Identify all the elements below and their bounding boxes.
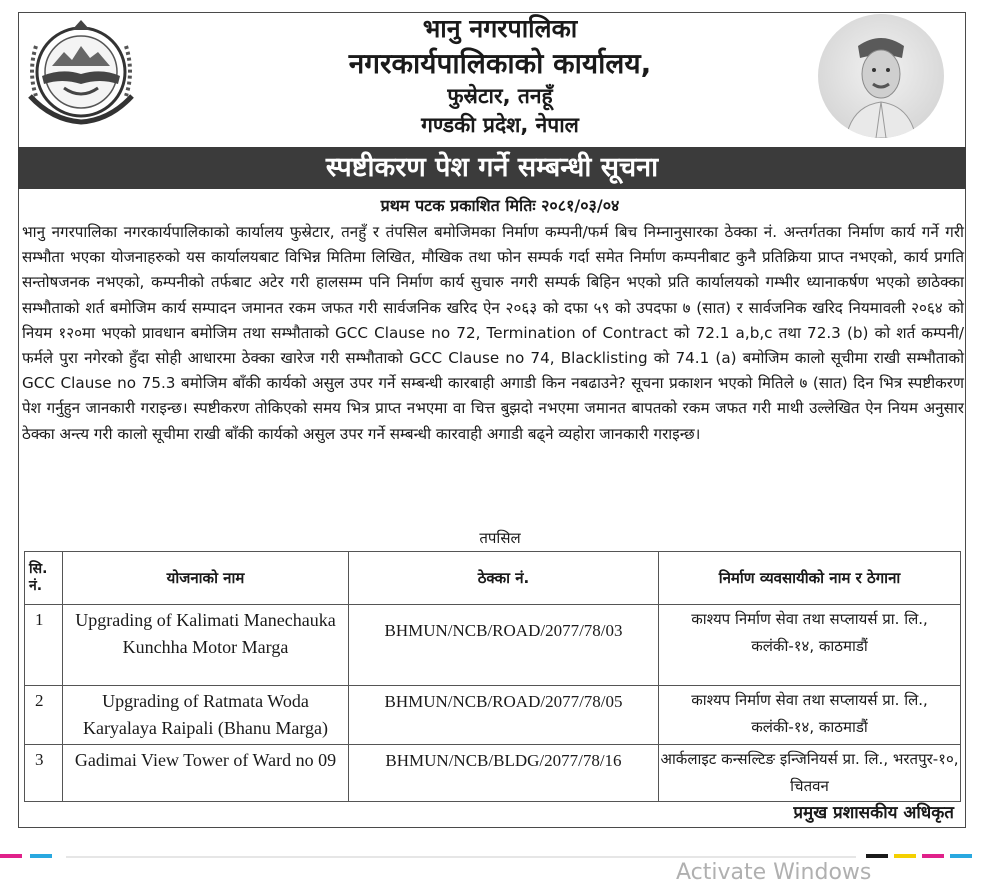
office-name: नगरकार्यपालिकाको कार्यालय, [348, 47, 652, 80]
print-marks-left [0, 854, 60, 858]
office-header [0, 12, 1000, 140]
contract-table [24, 551, 961, 802]
contractor-cell: काश्यप निर्माण सेवा तथा सप्लायर्स प्रा. लि., कलंकी-१४, काठमाडौं [659, 605, 961, 686]
office-province: गण्डकी प्रदेश, नेपाल [421, 113, 579, 137]
publication-date: प्रथम पटक प्रकाशित मितिः २०८१/०३/०४ [380, 196, 620, 215]
project-name-cell: Upgrading of Kalimati Manechauka Kunchha Motor Marga [63, 605, 349, 686]
municipality-name: भानु नगरपालिका [422, 14, 578, 43]
contract-no-cell: BHMUN/NCB/ROAD/2077/78/05 [349, 686, 659, 745]
column-header: सि. नं. [25, 552, 63, 605]
table-header-row [25, 552, 961, 605]
contractor-cell: आर्कलाइट कन्सल्टिङ इन्जिनियर्स प्रा. लि., भरतपुर-१०, चितवन [659, 745, 961, 802]
signatory-title: प्रमुख प्रशासकीय अधिकृत [793, 803, 954, 823]
serial-cell: 2 [25, 686, 63, 745]
serial-cell: 3 [25, 745, 63, 802]
schedule-heading: तपसिल [479, 529, 521, 547]
serial-cell: 1 [25, 605, 63, 686]
contract-no-cell: BHMUN/NCB/BLDG/2077/78/16 [349, 745, 659, 802]
column-header: निर्माण व्यवसायीको नाम र ठेगाना [659, 552, 961, 605]
column-header: ठेक्का नं. [349, 552, 659, 605]
project-name-cell: Upgrading of Ratmata Woda Karyalaya Raipali (Bhanu Marga) [63, 686, 349, 745]
print-marks-right [866, 854, 1000, 858]
notice-title-banner: स्पष्टीकरण पेश गर्ने सम्बन्धी सूचना [18, 147, 966, 189]
activate-windows-watermark: Activate Windows [676, 860, 872, 885]
contract-no-cell: BHMUN/NCB/ROAD/2077/78/03 [349, 605, 659, 686]
office-location: फुस्रेटार, तनहूँ [447, 84, 553, 108]
table-row [25, 745, 961, 802]
notice-body: भानु नगरपालिका नगरकार्यपालिकाको कार्यालय फुस्रेटार, तनहुँ र तंपसिल बमोजिमका निर्माण कम्पनी/फर्म बिच निम्नानुसारका ठेक्का नं. अन्तर्गतका निर्माण कार्य गर्ने गरी सम्भौता भएका योजनाहरुको यस कार्यालयबाट विभिन्न मितिमा लिखित, मौखिक तथा फोन सम्पर्क गर्दा समेत निर्माण कम्पनीबाट कुनै प्रतिक्रिया प्राप्त नभएको, कार्य प्रगति सन्तोषजनक नभएको, कम्पनीको तर्फबाट अटेर गरी हालसम्म पनि निर्माण कार्य सुचारु नगरी सम्पर्क बिहिन भएको प्रति कार्यालयको गम्भीर ध्यानाकर्षण भएको छाठेक्का सम्भौताको शर्त बमोजिम कार्य सम्पादन जमानत रकम जफत गरी सार्वजनिक खरिद ऐन २०६३ को दफा ५९ को उपदफा ७ (सात) र सार्वजनिक खरिद नियमावली २०६४ को नियम १२०मा भएको प्रावधान बमोजिम तथा सम्भौताको GCC Clause no 72, Termination of Contract को 72.1 a,b,c तथा 72.3 (b) को शर्त कम्पनी/फर्मले पुरा नगेरको हुँदा सोही आधारमा ठेक्का खारेज गरी सम्भौताको GCC Clause no 74, Blacklisting को 74.1 (a) बमोजिम कालो सूचीमा राखी सम्भौताको GCC Clause no 75.3 बमोजिम बाँकी कार्यको असुल उपर गर्ने सम्बन्धी कारबाही अगाडी किन नबढाउने? सूचना प्रकाशन भएको मितिले ७ (सात) दिन भित्र स्पष्टीकरण पेश गर्नुहुन जानकारी गराइन्छ। स्पष्टीकरण तोकिएको समय भित्र प्राप्त नभएमा वा चित्त बुझदो नभएमा जमानत बापतको रकम जफत गरी माथी उल्लेखित ऐन नियम अनुसार ठेक्का अन्त्य गरी कालो सूचीमा राखी बाँकी कार्यको असुल उपर गर्ने सम्बन्धी कारवाही अगाडी बढ्ने व्यहोरा जानकारी गराइन्छ। [22, 223, 964, 443]
print-line [66, 856, 856, 858]
contractor-cell: काश्यप निर्माण सेवा तथा सप्लायर्स प्रा. लि., कलंकी-१४, काठमाडौं [659, 686, 961, 745]
table-row [25, 605, 961, 686]
project-name-cell: Gadimai View Tower of Ward no 09 [63, 745, 349, 802]
table-row [25, 686, 961, 745]
column-header: योजनाको नाम [63, 552, 349, 605]
